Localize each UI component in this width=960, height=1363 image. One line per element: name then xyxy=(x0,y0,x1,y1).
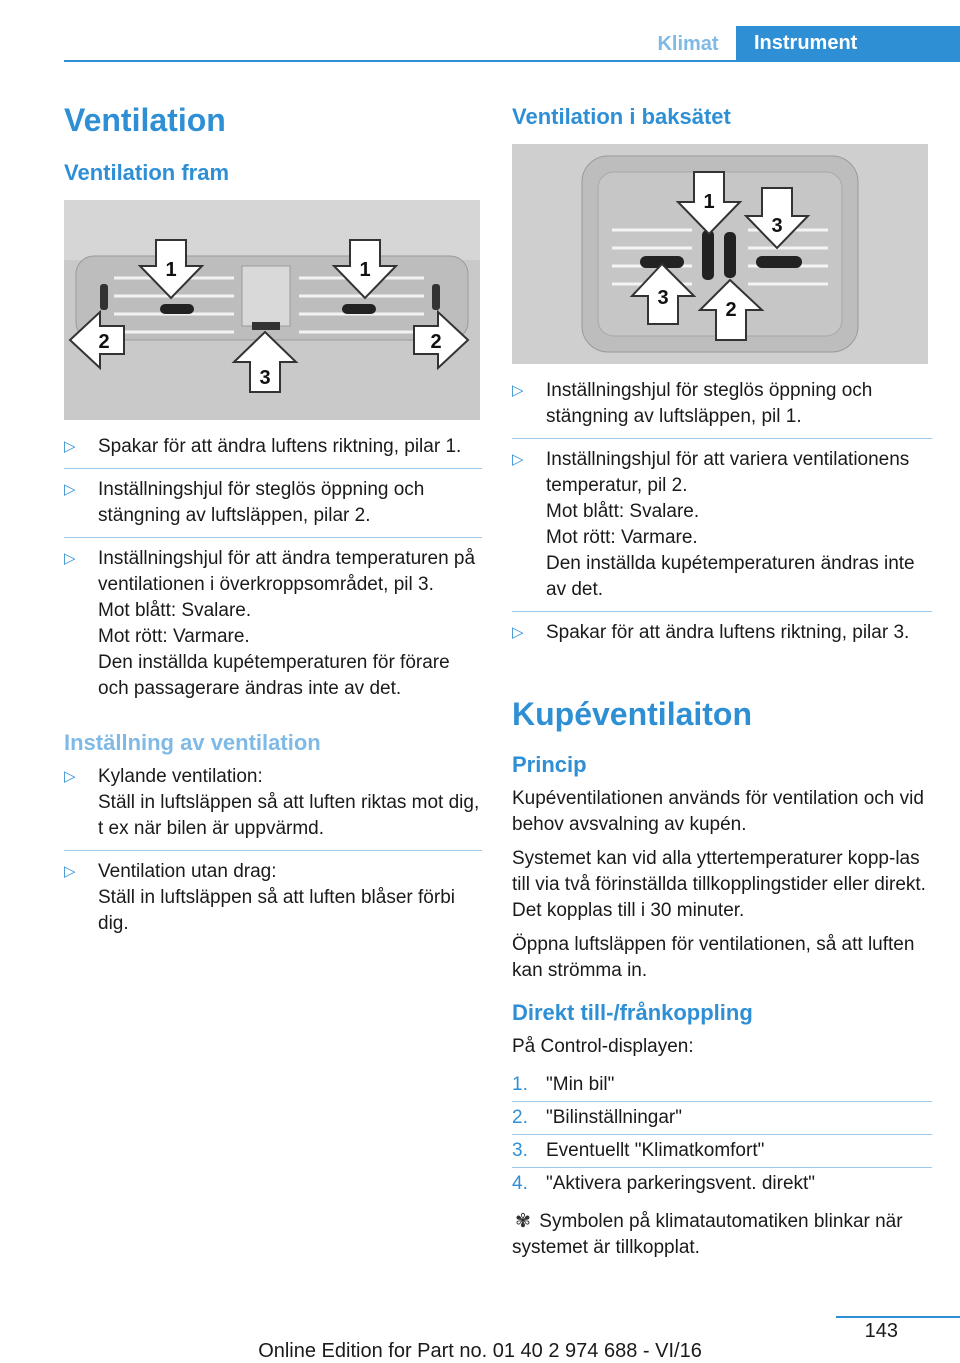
triangle-bullet-icon: ▷ xyxy=(64,863,76,880)
section-heading-front: Ventilation fram xyxy=(64,160,230,185)
front-list xyxy=(64,434,482,702)
sub-text: Mot rött: Varmare. xyxy=(546,527,698,548)
page-title: Ventilation xyxy=(64,102,226,138)
header-rule xyxy=(64,60,960,62)
section-heading-principle: Princip xyxy=(512,752,587,777)
step-item: 4. "Aktivera parkeringsvent. direkt" xyxy=(512,1173,816,1194)
divider xyxy=(64,850,482,851)
step-item: 1. "Min bil" xyxy=(512,1074,615,1095)
front-label-1a: 1 xyxy=(165,259,177,281)
step-item: 3. Eventuellt "Klimatkomfort" xyxy=(512,1140,765,1161)
list-item: ▷ Spakar för att ändra luftens riktning, pilar 3. xyxy=(512,620,932,646)
chapter-heading-cabin-vent: Kupéventilaiton xyxy=(512,696,753,732)
page-number: 143 xyxy=(864,1320,898,1342)
fan-icon: ✾ xyxy=(515,1211,531,1232)
sub-text: Mot rött: Varmare. xyxy=(98,626,250,647)
list-item: ▷ Spakar för att ändra luftens riktning, pilar 1. xyxy=(64,434,482,460)
sub-text: Mot blått: Svalare. xyxy=(98,600,252,621)
triangle-bullet-icon: ▷ xyxy=(64,438,76,455)
divider xyxy=(64,537,482,538)
paragraph: Öppna luftsläppen för ventilationen, så att luften kan strömma in. xyxy=(512,934,915,981)
list-item: ▷ Inställningshjul för steglös öppning och stängning av luftsläppen, pilar 2. xyxy=(64,479,425,526)
sub-text: Den inställda kupétemperaturen för förare och passagerare ändras inte av det. xyxy=(98,652,450,699)
triangle-bullet-icon: ▷ xyxy=(64,768,76,785)
rear-label-1: 1 xyxy=(703,191,715,213)
triangle-bullet-icon: ▷ xyxy=(64,481,76,498)
rear-label-2: 2 xyxy=(725,299,737,321)
front-label-3: 3 xyxy=(259,367,271,389)
triangle-bullet-icon: ▷ xyxy=(512,382,524,399)
intro-text: På Control-displayen: xyxy=(512,1036,694,1057)
triangle-bullet-icon: ▷ xyxy=(512,624,524,641)
footer-rule xyxy=(836,1316,960,1318)
list-item: ▷ Inställningshjul för att variera ventilationens temperatur, pil 2. xyxy=(512,449,910,496)
note-text: ✾ Symbolen på klimatautomatiken blinkar när systemet är tillkopplat. xyxy=(512,1211,903,1258)
front-label-2a: 2 xyxy=(98,331,110,353)
section-heading-settings: Inställning av ventilation xyxy=(64,730,321,755)
direct-steps xyxy=(512,1034,932,1261)
tab-section[interactable]: Instrument xyxy=(736,26,960,62)
front-label-2b: 2 xyxy=(430,331,442,353)
sub-text: Mot blått: Svalare. xyxy=(546,501,700,522)
divider xyxy=(512,1101,932,1102)
list-item: ▷ Inställningshjul för steglös öppning och stängning av luftsläppen, pil 1. xyxy=(512,380,873,427)
rear-label-3b: 3 xyxy=(657,287,669,309)
triangle-bullet-icon: ▷ xyxy=(64,550,76,567)
front-label-1b: 1 xyxy=(359,259,371,281)
step-item: 2. "Bilinställningar" xyxy=(512,1107,682,1128)
settings-list xyxy=(64,764,482,937)
divider xyxy=(512,1134,932,1135)
divider xyxy=(512,1167,932,1168)
front-vent-photo xyxy=(64,200,480,420)
tab-chapter[interactable]: Klimat xyxy=(657,33,719,55)
paragraph: Kupéventilationen används för ventilation och vid behov avsvalning av kupén. xyxy=(512,788,924,835)
rear-list xyxy=(512,378,932,646)
section-heading-direct: Direkt till-/frånkoppling xyxy=(512,1000,753,1025)
principle-text xyxy=(512,786,932,984)
list-item: ▷ Kylande ventilation: xyxy=(64,764,482,790)
list-item: ▷ Inställningshjul för att ändra temperaturen på ventilationen i överkroppsområdet, pil 3. xyxy=(64,548,476,595)
rear-label-3a: 3 xyxy=(771,215,783,237)
list-item: ▷ Ventilation utan drag: xyxy=(64,859,482,885)
triangle-bullet-icon: ▷ xyxy=(512,451,524,468)
rear-vent-illustration xyxy=(512,144,928,364)
divider xyxy=(512,438,932,439)
divider xyxy=(64,468,482,469)
divider xyxy=(512,611,932,612)
section-heading-rear: Ventilation i baksätet xyxy=(512,104,731,129)
paragraph: Systemet kan vid alla yttertemperaturer kopp-las till via två förinställda tillkopplingstider eller direkt. Det kopplas till i 30 minuter. xyxy=(512,848,926,921)
rear-vent-photo xyxy=(512,144,928,364)
page-header xyxy=(0,0,960,64)
sub-text: Den inställda kupétemperaturen ändras inte av det. xyxy=(546,553,915,600)
front-vent-illustration xyxy=(64,200,480,420)
sub-text: Ställ in luftsläppen så att luften blåser förbi dig. xyxy=(98,887,455,934)
sub-text: Ställ in luftsläppen så att luften riktas mot dig, t ex när bilen är uppvärmd. xyxy=(98,792,480,839)
edition-info: Online Edition for Part no. 01 40 2 974 688 - VI/16 xyxy=(258,1340,702,1362)
